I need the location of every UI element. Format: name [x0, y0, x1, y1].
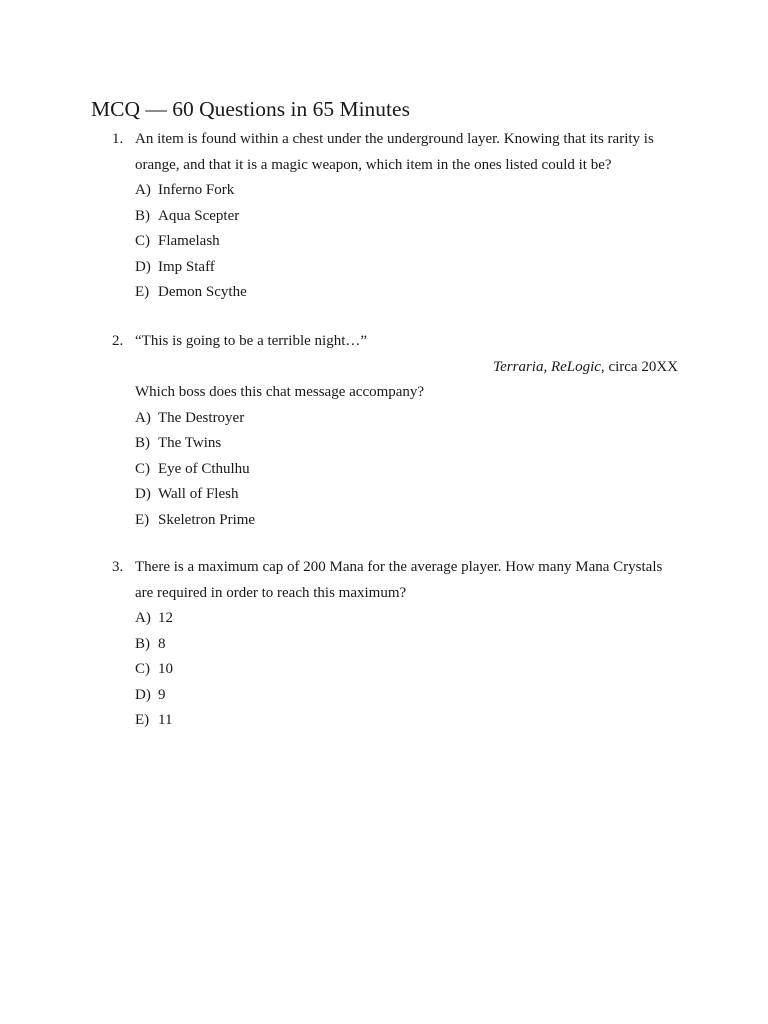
option-letter: B) [135, 435, 150, 451]
option-letter: A) [135, 610, 151, 626]
quote-text: “This is going to be a terrible night…” [135, 333, 368, 349]
option-list [135, 178, 680, 306]
option-letter: A) [135, 409, 151, 426]
option-text: 8 [158, 635, 166, 652]
option-e [112, 708, 680, 734]
option-d [112, 482, 680, 508]
citation-work: Terraria, ReLogic, [493, 358, 605, 375]
option-text: Eye of Cthulhu [158, 460, 250, 477]
option-text: The Twins [158, 435, 222, 451]
option-letter: E) [135, 284, 150, 300]
question-prompt: Which boss does this chat message accompany? [135, 384, 425, 400]
question-body [135, 555, 680, 734]
option-d [112, 255, 680, 281]
option-list [135, 606, 680, 734]
question-body [135, 329, 680, 533]
question-text-line: An item is found within a chest under the underground layer. Knowing that its rarity is [135, 131, 654, 147]
option-b [112, 632, 680, 658]
option-text: Demon Scythe [158, 284, 247, 300]
option-e [112, 508, 680, 534]
option-b [112, 431, 680, 457]
option-c [112, 657, 680, 683]
quote-citation [135, 355, 678, 381]
option-text: The Destroyer [158, 409, 245, 426]
question-number: 1. [112, 131, 124, 147]
option-text: Imp Staff [158, 258, 215, 275]
option-letter: D) [135, 486, 151, 502]
option-letter: C) [135, 460, 150, 477]
option-text: 11 [158, 712, 173, 728]
option-text: Wall of Flesh [158, 486, 239, 502]
option-letter: D) [135, 258, 151, 275]
option-text: Flamelash [158, 233, 220, 249]
option-letter: C) [135, 661, 150, 677]
option-text: 12 [158, 610, 173, 626]
option-d [112, 683, 680, 709]
option-letter: D) [135, 686, 151, 703]
question-text-line: are required in order to reach this maximum? [135, 584, 407, 601]
option-c [112, 229, 680, 255]
option-letter: E) [135, 712, 150, 728]
page-title: MCQ — 60 Questions in 65 Minutes [91, 97, 410, 121]
option-list [135, 406, 680, 534]
option-letter: A) [135, 182, 151, 198]
option-letter: B) [135, 635, 150, 652]
option-b [112, 204, 680, 230]
option-a [112, 606, 680, 632]
option-text: 9 [158, 686, 166, 703]
option-text: Skeletron Prime [158, 511, 256, 528]
option-letter: B) [135, 207, 150, 224]
option-c [112, 457, 680, 483]
option-letter: E) [135, 511, 150, 528]
question-text-line: orange, and that it is a magic weapon, which item in the ones listed could it be? [135, 156, 612, 173]
option-letter: C) [135, 233, 150, 249]
option-a [112, 178, 680, 204]
question-number: 2. [112, 333, 124, 349]
question-number: 3. [112, 559, 124, 575]
option-text: 10 [158, 661, 173, 677]
question-body [135, 127, 680, 306]
option-text: Inferno Fork [158, 182, 235, 198]
citation-date: circa 20XX [604, 358, 678, 375]
option-a [112, 406, 680, 432]
question-text-line: There is a maximum cap of 200 Mana for the average player. How many Mana Crystals [135, 559, 663, 575]
option-text: Aqua Scepter [158, 207, 240, 224]
option-e [112, 280, 680, 306]
